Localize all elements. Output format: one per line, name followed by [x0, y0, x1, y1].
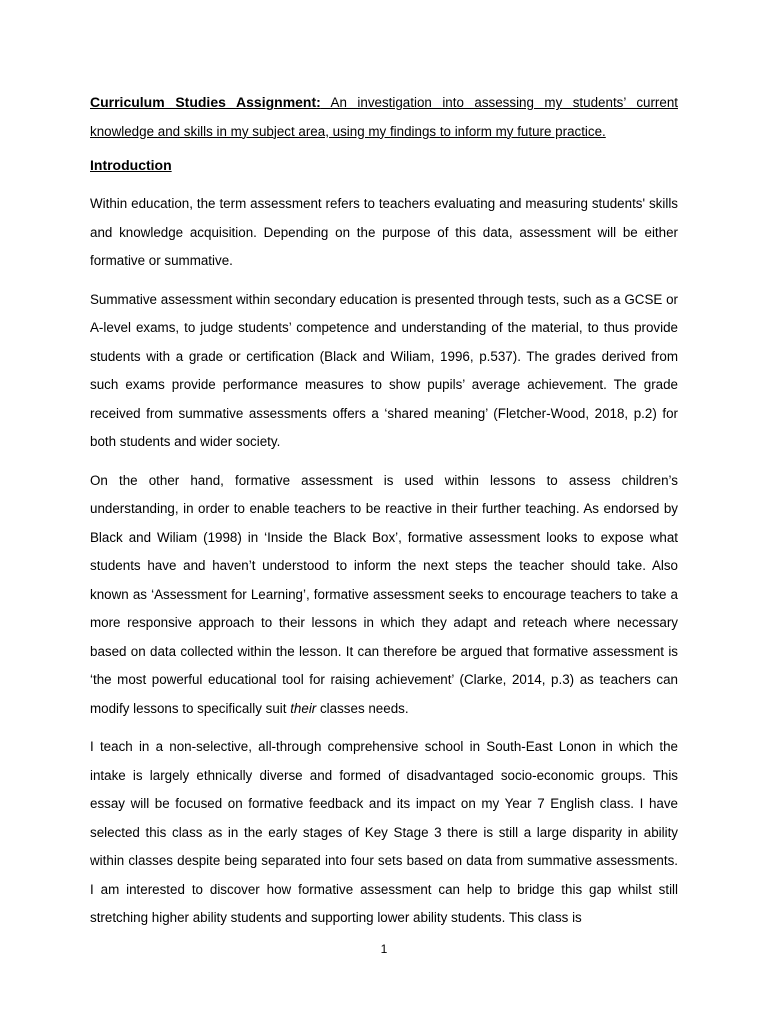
title-lead: Curriculum Studies Assignment:: [90, 94, 321, 110]
paragraph-3: [90, 467, 678, 724]
paragraph-4: I teach in a non-selective, all-through comprehensive school in South-East Lonon in which the intake is largely ethnically diverse and formed of disadvantaged socio-economic groups. This essay will be focused on formative feedback and its impact on my Year 7 English class. I have selected this class as in the early stages of Key Stage 3 there is still a large disparity in ability within classes despite being separated into four sets based on data from summative assessments. I am interested to discover how formative assessment can help to bridge this gap whilst still stretching higher ability students and supporting lower ability students. This class is: [90, 739, 678, 926]
paragraph-3-italic: their: [290, 700, 317, 716]
paragraph-1: Within education, the term assessment refers to teachers evaluating and measuring students' skills and knowledge acquisition. Depending on the purpose of this data, assessment will be either formative or summative.: [90, 196, 678, 269]
paragraph-2: Summative assessment within secondary education is presented through tests, such as a GCSE or A-level exams, to judge students’ competence and understanding of the material, to thus provide students with a grade or certification (Black and Wiliam, 1996, p.537). The grades derived from such exams provide performance measures to show pupils’ average achievement. The grade received from summative assessments offers a ‘shared meaning’ (Fletcher-Wood, 2018, p.2) for both students and wider society.: [90, 291, 678, 450]
section-heading: Introduction: [90, 157, 172, 174]
paragraph-3-end: classes needs.: [316, 700, 409, 716]
title-rest: An investigation into assessing my students’ current knowledge and skills in my subject area, using my findings to inform my future practice.: [90, 95, 678, 139]
document-title: [90, 88, 678, 146]
paragraph-3-text: On the other hand, formative assessment is used within lessons to assess children’s understanding, in order to enable teachers to be reactive in their further teaching. As endorsed by Black and Wiliam (1998) in ‘Inside the Black Box’, formative assessment looks to expose what students have and haven’t understood to inform the next steps the teacher should take. Also known as ‘Assessment for Learning’, formative assessment seeks to encourage teachers to take a more responsive approach to their lessons in which they adapt and reteach where necessary based on data collected within the lesson. It can therefore be argued that formative assessment is ‘the most powerful educational tool for raising achievement’ (Clarke, 2014, p.3) as teachers can modify lessons to specifically suit: [90, 472, 678, 716]
page-number: 1: [380, 942, 388, 956]
